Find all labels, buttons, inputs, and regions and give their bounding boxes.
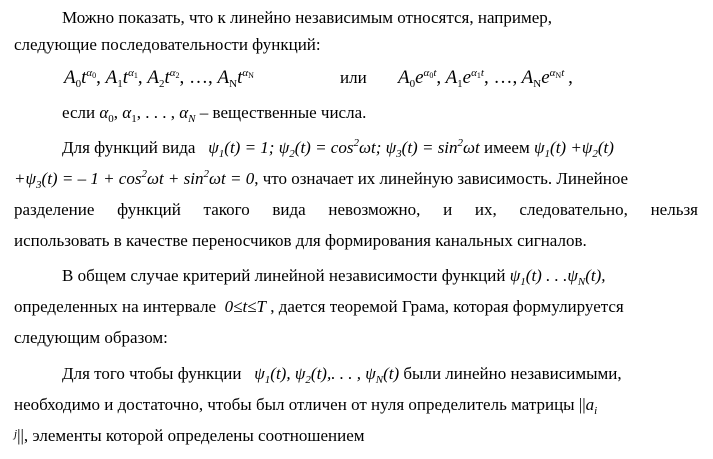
paragraph-2-line-4: использовать в качестве переносчиков для формирования канальных сигналов. xyxy=(14,231,587,250)
paragraph-4-line-2: необходимо и достаточно, чтобы был отличен от нуля определитель матрицы $||a_i$ xyxy=(14,395,598,417)
paragraph-4-line-1: Для того чтобы функции $\psi_1(t)$, $\psi_2(t)$,. . . , $\psi_N(t)$ были линейно независимыми, xyxy=(62,364,622,386)
paragraph-3-line-3: следующим образом: xyxy=(14,328,168,347)
formula-power-sequence: $A_0t^{\alpha_0}$, $A_1t^{\alpha_1}$, $A_2t^{\alpha_2}$, …, $A_Nt^{\alpha_N}$ xyxy=(64,67,254,90)
paragraph-3-line-1: В общем случае критерий линейной независимости функций $\psi_1(t)$ . . $.\psi_N(t)$, xyxy=(62,266,606,288)
paragraph-3-line-2: определенных на интервале 0≤t≤T , дается теоремой Грама, которая формулируется xyxy=(14,297,624,316)
alpha-definition-line: если $\alpha_0$, $\alpha_1$, . . . , $\alpha_N$ – вещественные числа. xyxy=(62,103,367,125)
paragraph-2-line-1: Для функций вида $\psi_1(t) = 1$; $\psi_2(t) = \cos^2\omega t$; $\psi_3(t) = \sin^2\omega t$ имеем $\psi_1(t) +\psi_2(t)$ xyxy=(62,137,614,160)
paragraph-2-line-2: $+\psi_3(t)$ = – $1 + \cos^2\omega t + \sin^2\omega t = 0$, что означает их линейную зависимость. Линейное xyxy=(14,168,629,191)
formula-exponential-sequence: $A_0e^{\alpha_0t}$, $A_1e^{\alpha_1t}$, …, $A_Ne^{\alpha_Nt}$ , xyxy=(398,67,573,90)
paragraph-4-line-3: $_j$||, элементы которой определены соотношением xyxy=(14,426,365,445)
paragraph-1-line-2: следующие последовательности функций: xyxy=(14,35,321,54)
paragraph-2-line-3: разделение функций такого вида невозможно, и их, следовательно, нельзя xyxy=(14,200,698,219)
paragraph-1-line-1: Можно показать, что к линейно независимым относятся, например, xyxy=(62,8,553,27)
formula-or-word: или xyxy=(340,68,367,87)
